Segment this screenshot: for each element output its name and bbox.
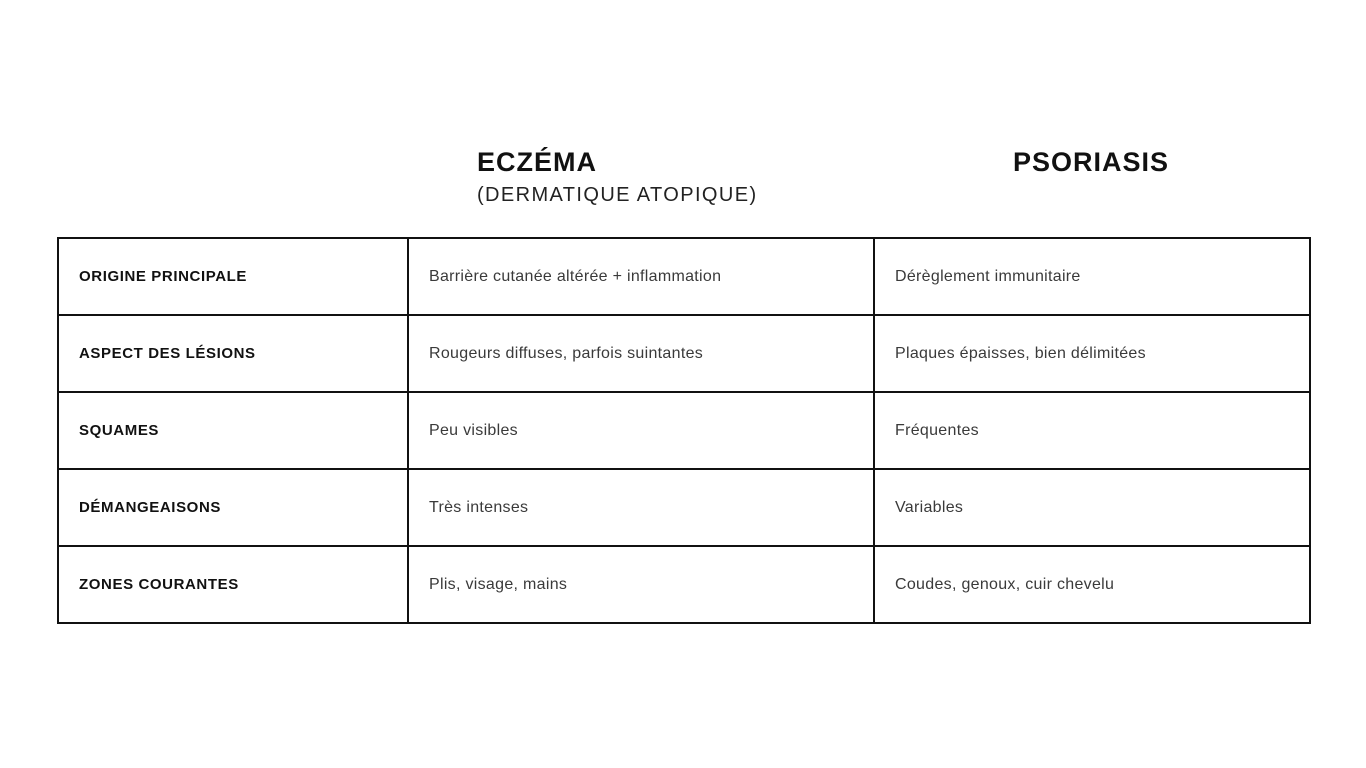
row-label: ASPECT DES LÉSIONS bbox=[58, 315, 408, 392]
eczema-cell: Peu visibles bbox=[408, 392, 874, 469]
eczema-cell: Plis, visage, mains bbox=[408, 546, 874, 623]
eczema-column-header bbox=[477, 146, 758, 208]
comparison-table bbox=[57, 237, 1311, 624]
eczema-cell: Très intenses bbox=[408, 469, 874, 546]
eczema-cell: Barrière cutanée altérée + inflammation bbox=[408, 238, 874, 315]
psoriasis-cell: Coudes, genoux, cuir chevelu bbox=[874, 546, 1310, 623]
table-row bbox=[58, 392, 1310, 469]
psoriasis-cell: Dérèglement immunitaire bbox=[874, 238, 1310, 315]
psoriasis-column-header bbox=[873, 146, 1309, 178]
table-row bbox=[58, 238, 1310, 315]
table-row bbox=[58, 315, 1310, 392]
row-label: ORIGINE PRINCIPALE bbox=[58, 238, 408, 315]
row-label: SQUAMES bbox=[58, 392, 408, 469]
psoriasis-title: PSORIASIS bbox=[1012, 147, 1170, 177]
psoriasis-cell: Variables bbox=[874, 469, 1310, 546]
eczema-subtitle: (DERMATIQUE ATOPIQUE) bbox=[477, 184, 758, 206]
row-label: ZONES COURANTES bbox=[58, 546, 408, 623]
table-row bbox=[58, 469, 1310, 546]
eczema-cell: Rougeurs diffuses, parfois suintantes bbox=[408, 315, 874, 392]
eczema-title: ECZÉMA bbox=[477, 147, 597, 177]
table-row bbox=[58, 546, 1310, 623]
psoriasis-cell: Fréquentes bbox=[874, 392, 1310, 469]
row-label: DÉMANGEAISONS bbox=[58, 469, 408, 546]
psoriasis-cell: Plaques épaisses, bien délimitées bbox=[874, 315, 1310, 392]
